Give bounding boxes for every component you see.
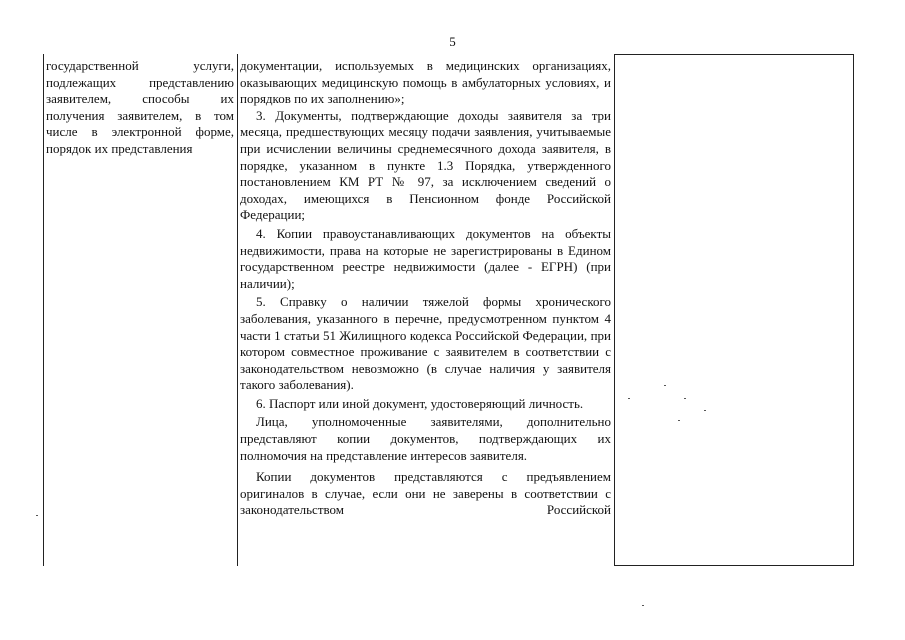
left-column-line: получения заявителем, в том	[46, 107, 234, 123]
paragraph: 6. Паспорт или иной документ, удостоверяющий личность.	[256, 395, 584, 411]
right-cell-top-border	[614, 54, 854, 55]
scan-speck	[628, 398, 630, 399]
paragraph: Копии документов представляются с предъявлением оригиналов в случае, если они не заверены в соответствии с законодательством Российской	[240, 469, 611, 518]
table-right-border	[853, 54, 854, 566]
scan-speck	[642, 605, 644, 606]
left-column-line: числе в электронной форме,	[46, 124, 234, 140]
table-left-border	[43, 54, 44, 566]
paragraph: документации, используемых в медицинских организациях, оказывающих медицинскую помощь в амбулаторных условиях, и порядков по их заполнению»;	[240, 58, 611, 107]
scan-speck	[664, 385, 666, 386]
paragraph: Лица, уполномоченные заявителями, дополнительно представляют копии документов, подтверждающих их полномочия на представление интересов заявителя.	[240, 414, 611, 463]
left-column	[46, 58, 234, 158]
left-column-line: порядок их представления	[46, 140, 193, 156]
left-column-line: подлежащих представлению	[46, 74, 234, 90]
middle-column	[240, 58, 611, 519]
scan-speck	[36, 515, 38, 516]
left-column-line: заявителем, способы их	[46, 91, 234, 107]
scan-speck	[704, 410, 706, 411]
right-cell-bottom-border	[614, 565, 854, 566]
scan-speck	[684, 398, 686, 399]
paragraph: 4. Копии правоустанавливающих документов на объекты недвижимости, права на которые не зарегистрированы в Едином государственном реестре недвижимости (далее - ЕГРН) (при наличии);	[240, 225, 611, 291]
column-divider-1	[237, 54, 238, 566]
left-column-line: государственной услуги,	[46, 58, 234, 73]
scan-speck	[678, 420, 680, 421]
paragraph: 3. Документы, подтверждающие доходы заявителя за три месяца, предшествующих месяцу подачи заявления, учитываемые при исчислении величины среднемесячного дохода заявителя, в порядке, указанном в пункте 1.3 Порядка, утвержденного постановлением КМ РТ № 97, за исключением сведений о доходах, имеющихся в Пенсионном фонде Российской Федерации;	[240, 107, 611, 223]
paragraph: 5. Справку о наличии тяжелой формы хронического заболевания, указанного в перечне, предусмотренном пунктом 4 части 1 статьи 51 Жилищного кодекса Российской Федерации, при котором совместное проживание с заявителем в соответствии с законодательством невозможно (в случае наличия у заявителя такого заболевания).	[240, 294, 611, 393]
page-number: 5	[449, 34, 456, 49]
column-divider-2	[614, 54, 615, 566]
